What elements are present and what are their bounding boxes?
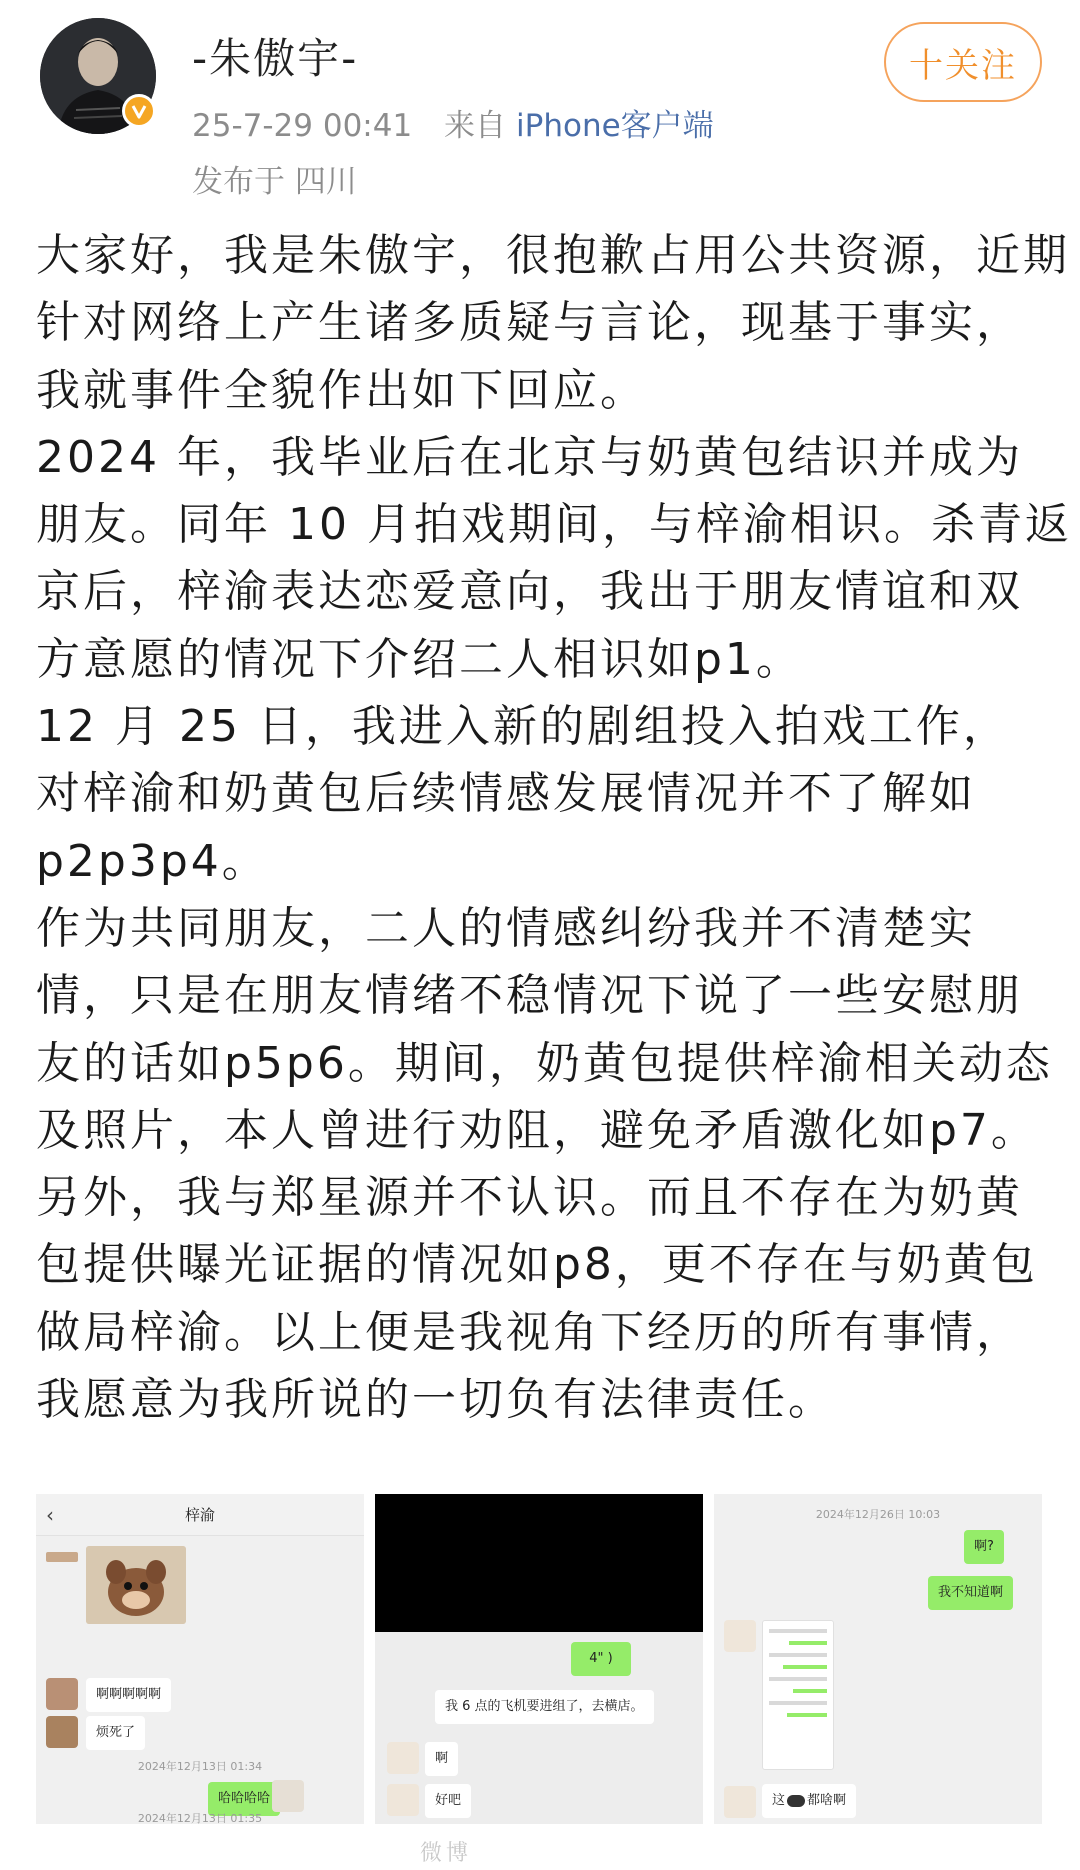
post-line: p2p3p4。	[36, 835, 269, 887]
post-line: 我就事件全貌作出如下回应。	[36, 364, 647, 416]
contact-avatar-icon	[724, 1620, 756, 1652]
post-line: 友的话如p5p6。期间，奶黄包提供梓渝相关动态	[36, 1037, 1053, 1089]
contact-avatar-icon	[46, 1678, 78, 1710]
username[interactable]: -朱傲宇-	[192, 34, 359, 83]
chat-timestamp: 2024年12月13日 01:35	[137, 1812, 263, 1824]
post-line: 及照片，本人曾进行劝阻，避免矛盾激化如p7。	[36, 1104, 1038, 1156]
follow-button[interactable]: 十关注	[884, 22, 1042, 102]
post-line: 方意愿的情况下介绍二人相识如p1。	[36, 633, 803, 685]
chat-bubble: 啊	[425, 1742, 458, 1776]
nested-screenshot	[762, 1620, 834, 1770]
chat-timestamp: 2024年12月13日 01:34	[137, 1760, 263, 1773]
post-meta	[192, 100, 736, 145]
post-line: 京后，梓渝表达恋爱意向，我出于朋友情谊和双	[36, 566, 1023, 618]
chat-timestamp: 2024年12月26日 10:03	[815, 1508, 941, 1521]
chat-bubble: 啊啊啊啊啊	[86, 1678, 171, 1712]
post-line: 我愿意为我所说的一切负有法律责任。	[36, 1374, 835, 1426]
post-line: 情，只是在朋友情绪不稳情况下说了一些安慰朋	[36, 970, 1023, 1022]
contact-avatar-icon	[724, 1786, 756, 1818]
voice-message-bubble	[571, 1642, 631, 1676]
voice-duration: 4"	[589, 1651, 604, 1666]
chat-title: 梓渝	[184, 1506, 215, 1524]
chat-bubble: 哈哈哈哈	[208, 1782, 280, 1816]
post-datetime: 25-7-29 00:41	[192, 108, 413, 144]
chat-bubble: 啊?	[964, 1530, 1004, 1564]
chat-bubble: 我不知道啊	[928, 1576, 1013, 1610]
post-line: 包提供曝光证据的情况如p8，更不存在与奶黄包	[36, 1239, 1038, 1291]
contact-avatar-icon	[46, 1716, 78, 1748]
post-line: 12 月 25 日，我进入新的剧组投入拍戏工作，	[36, 701, 1010, 753]
post-text	[36, 222, 1072, 1433]
post-line: 针对网络上产生诸多质疑与言论，现基于事实，	[36, 297, 1023, 349]
post-line: 朋友。同年 10 月拍戏期间，与梓渝相识。杀青返	[36, 499, 1072, 551]
image-thumbnail-3[interactable]	[714, 1494, 1042, 1824]
image-thumbnail-2[interactable]	[375, 1494, 703, 1824]
post-line: 大家好，我是朱傲宇，很抱歉占用公共资源，近期	[36, 230, 1070, 281]
image-grid	[36, 1494, 1042, 1824]
chat-bubble: 我 6 点的飞机要进组了，去横店。	[435, 1690, 654, 1724]
post-line: 2024 年，我毕业后在北京与奶黄包结识并成为	[36, 431, 1023, 483]
source-client: iPhone客户端	[516, 108, 714, 144]
post-location: 发布于 四川	[192, 164, 357, 200]
chat-bubble-text: 都啥啊	[807, 1793, 847, 1808]
avatar[interactable]	[40, 18, 156, 134]
back-arrow-icon: ‹	[46, 1503, 54, 1527]
post-line: 对梓渝和奶黄包后续情感发展情况并不了解如	[36, 768, 976, 820]
cropped-avatar-icon	[46, 1552, 78, 1562]
post-line: 做局梓渝。以上便是我视角下经历的所有事情，	[36, 1306, 1023, 1358]
cartoon-sticker-icon	[86, 1546, 186, 1624]
image-thumbnail-1[interactable]	[36, 1494, 364, 1824]
chat-bubble: 烦死了	[86, 1716, 145, 1750]
contact-avatar-icon	[387, 1742, 419, 1774]
chat-header	[36, 1494, 364, 1536]
chat-bubble-text: 这	[772, 1793, 786, 1808]
verified-badge-icon	[122, 94, 156, 128]
watermark: 微博	[420, 1841, 473, 1866]
redacted-area	[375, 1494, 703, 1632]
scribble-redaction-icon	[787, 1795, 805, 1807]
contact-avatar-icon	[387, 1784, 419, 1816]
user-avatar-icon	[272, 1780, 304, 1812]
post-line: 另外，我与郑星源并不认识。而且不存在为奶黄	[36, 1172, 1023, 1224]
chat-bubble: 好吧	[425, 1784, 471, 1818]
post-line: 作为共同朋友，二人的情感纠纷我并不清楚实	[36, 902, 976, 954]
source-prefix: 来自	[444, 108, 507, 144]
chat-bubble	[762, 1784, 856, 1818]
voice-wave-icon: )	[607, 1651, 613, 1666]
